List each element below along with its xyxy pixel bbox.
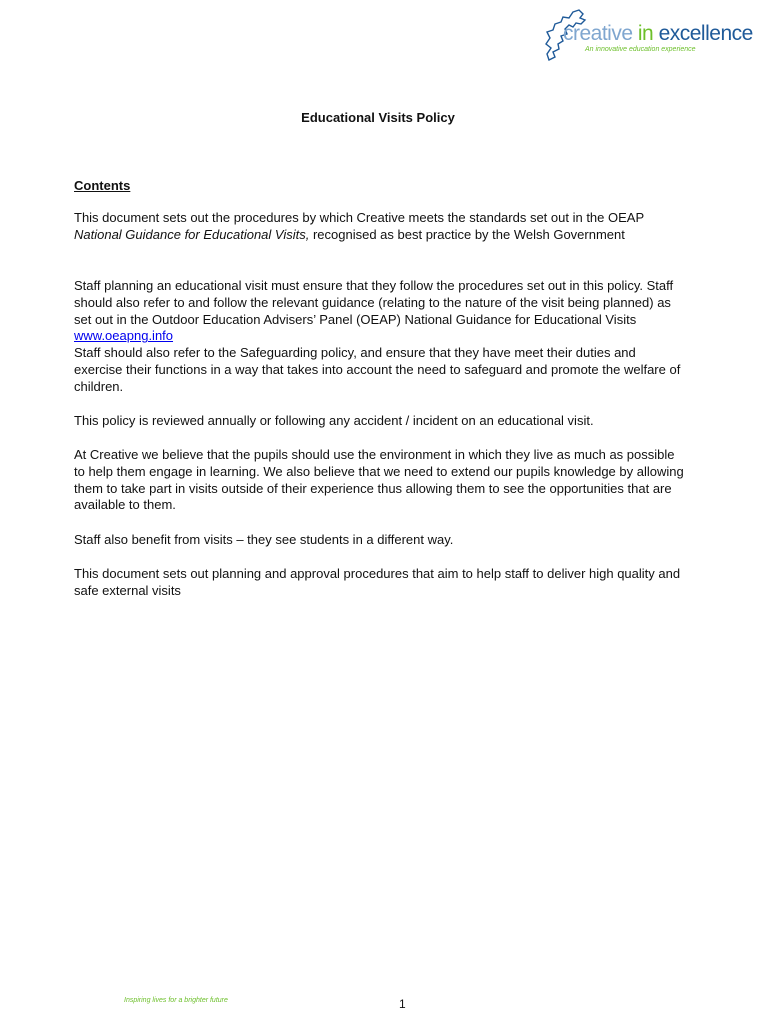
- oeapng-link[interactable]: www.oeapng.info: [74, 328, 174, 344]
- logo-word-creative: creative: [563, 22, 633, 45]
- brand-logo: [543, 8, 763, 66]
- footer-tagline: Inspiring lives for a brighter future: [124, 997, 228, 1004]
- page-number: 1: [399, 997, 406, 1011]
- contents-heading: Contents: [74, 178, 131, 193]
- paragraph-intro: [74, 210, 686, 244]
- paragraph-staff-benefit: Staff also benefit from visits – they see students in a different way.: [74, 532, 454, 547]
- safeguarding-text: Staff should also refer to the Safeguarding policy, and ensure that they have meet their duties and exercise their functions in a way that takes into account the need to safeguard and promote the welfare of children.: [74, 345, 681, 394]
- logo-word-in: in: [637, 22, 654, 45]
- intro-text-end: recognised as best practice by the Welsh Government: [309, 226, 625, 242]
- paragraph-planning-approval: This document sets out planning and approval procedures that aim to help staff to deliver high quality and safe external visits: [74, 566, 681, 598]
- document-title: Educational Visits Policy: [301, 110, 455, 125]
- logo-tagline: An innovative education experience: [585, 46, 696, 53]
- guidance-title-italic: National Guidance for Educational Visits,: [74, 226, 310, 242]
- logo-word-excellence: excellence: [658, 22, 753, 45]
- logo-wordmark: [563, 22, 753, 46]
- staff-planning-text: Staff planning an educational visit must ensure that they follow the procedures set out in this policy. Staff should also refer to and follow the relevant guidance (relating to the nature of the visit being planned) as set out in the Outdoor Education Advisers’ Panel (OEAP) National Guidance for Educational Visits: [74, 278, 674, 327]
- paragraph-staff-planning: [74, 278, 686, 396]
- paragraph-belief: At Creative we believe that the pupils should use the environment in which they live as much as possible to help them engage in learning. We also believe that we need to extend our pupils knowledge by allowing them to take part in visits outside of their experience thus allowing them to see the opportunities that are available to them.: [74, 447, 684, 513]
- intro-text-start: This document sets out the procedures by which Creative meets the standards set out in the OEAP: [74, 210, 644, 225]
- paragraph-review: This policy is reviewed annually or following any accident / incident on an educational visit.: [74, 413, 594, 428]
